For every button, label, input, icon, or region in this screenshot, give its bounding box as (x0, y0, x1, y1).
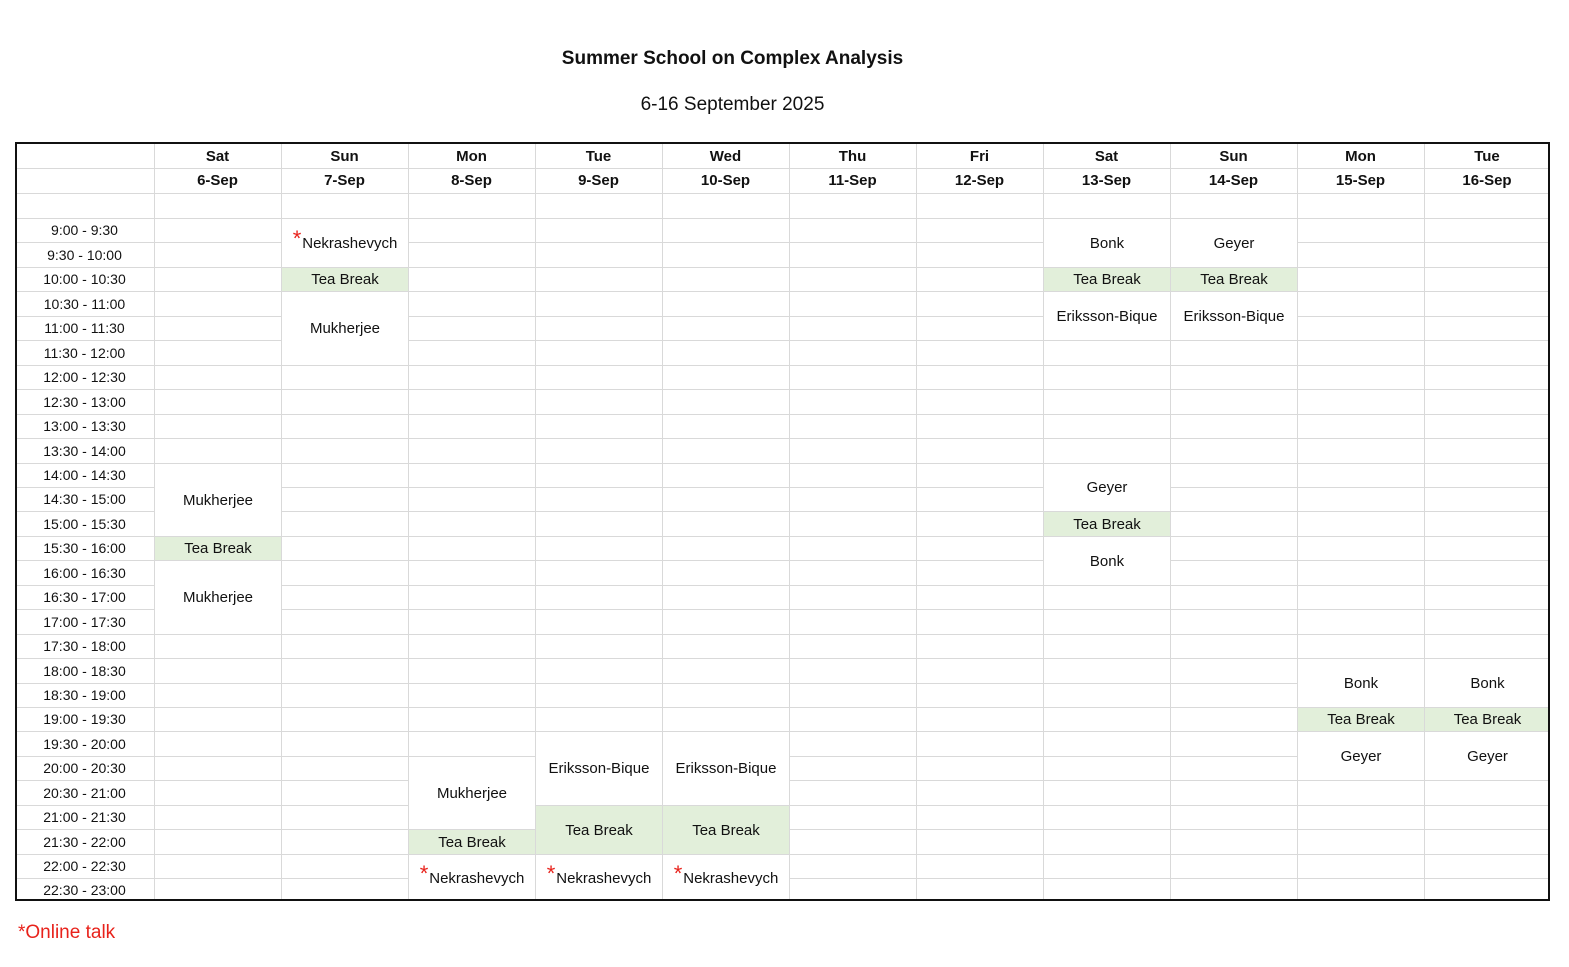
talk-cell (536, 855, 662, 901)
talk-cell (1298, 732, 1424, 780)
date-header: 15-Sep (1335, 172, 1386, 189)
speaker-name: Mukherjee (182, 491, 254, 509)
tea-break-label: Tea Break (438, 833, 506, 851)
row-gridline (15, 291, 1550, 292)
tea-break-label: Tea Break (311, 271, 379, 288)
column-gridline (916, 142, 917, 901)
time-slot-label: 11:30 - 12:00 (43, 344, 126, 361)
talk-cell (1044, 464, 1170, 511)
date-header: 14-Sep (1208, 172, 1259, 189)
speaker-name: Eriksson-Bique (675, 760, 777, 777)
row-gridline (15, 438, 1550, 439)
time-slot-label: 10:00 - 10:30 (43, 271, 126, 287)
online-asterisk-icon: * (292, 226, 302, 251)
day-of-week-header: Mon (1345, 147, 1376, 165)
talk-cell (663, 855, 789, 901)
speaker-name: Geyer (1086, 479, 1128, 496)
row-gridline (15, 218, 1550, 219)
date-header: 16-Sep (1462, 172, 1512, 189)
day-of-week-header: Tue (1474, 147, 1500, 165)
tea-break-cell (1044, 268, 1170, 291)
time-slot-label: 12:30 - 13:00 (43, 393, 126, 410)
tea-break-cell (1425, 708, 1550, 731)
speaker-name: Eriksson-Bique (1056, 307, 1158, 325)
talk-cell (1171, 292, 1297, 340)
talk-cell (282, 219, 408, 267)
day-of-week-header: Sun (1219, 147, 1248, 165)
online-asterisk-icon: * (673, 861, 683, 886)
day-of-week-header: Thu (838, 147, 867, 165)
date-header: 11-Sep (828, 172, 877, 189)
talk-cell (1044, 537, 1170, 585)
online-asterisk-icon: * (546, 861, 556, 886)
time-slot-label: 20:00 - 20:30 (43, 760, 126, 776)
tea-break-label: Tea Break (1327, 711, 1395, 728)
talk-cell (282, 292, 408, 365)
talk-cell (1425, 659, 1550, 707)
talk-cell (536, 732, 662, 805)
time-slot-label: 16:30 - 17:00 (43, 589, 126, 605)
row-gridline (15, 414, 1550, 415)
tea-break-label: Tea Break (1073, 271, 1141, 288)
talk-cell (409, 855, 535, 901)
day-of-week-header: Tue (585, 147, 612, 165)
time-slot-label: 14:30 - 15:00 (43, 491, 126, 507)
day-of-week-header: Mon (456, 147, 487, 165)
talk-cell (1171, 219, 1297, 267)
speaker-name: Bonk (1089, 234, 1125, 252)
page-title: Summer School on Complex Analysis (561, 48, 904, 69)
tea-break-cell (409, 830, 535, 854)
speaker-name: Mukherjee (436, 784, 508, 802)
speaker-name: Mukherjee (309, 320, 381, 337)
day-of-week-header: Fri (969, 147, 990, 165)
time-slot-label: 18:00 - 18:30 (43, 662, 126, 679)
time-slot-label: 19:00 - 19:30 (43, 711, 126, 727)
tea-break-cell (1044, 512, 1170, 536)
talk-cell (663, 732, 789, 805)
day-of-week-header: Sat (1094, 147, 1119, 165)
tea-break-label: Tea Break (1200, 271, 1268, 288)
time-slot-label: 12:00 - 12:30 (43, 369, 126, 385)
tea-break-cell (1298, 708, 1424, 731)
row-gridline (15, 242, 1550, 243)
talk-cell (1298, 659, 1424, 707)
time-slot-label: 21:00 - 21:30 (43, 809, 126, 825)
speaker-name: Bonk (1089, 552, 1125, 570)
tea-break-cell (155, 537, 281, 560)
time-slot-label: 19:30 - 20:00 (43, 735, 126, 752)
time-slot-label: 17:00 - 17:30 (43, 613, 126, 630)
tea-break-cell (1171, 268, 1297, 291)
time-slot-label: 18:30 - 19:00 (43, 687, 126, 703)
online-asterisk-icon: * (419, 861, 429, 886)
schedule-table (15, 142, 1550, 901)
speaker-name: Bonk (1343, 674, 1379, 692)
date-header: 12-Sep (954, 172, 1005, 189)
speaker-name: Geyer (1340, 747, 1382, 765)
speaker-name: Geyer (1213, 234, 1255, 252)
time-slot-label: 22:00 - 22:30 (43, 858, 126, 874)
speaker-name: Geyer (1467, 747, 1508, 765)
time-slot-label: 15:00 - 15:30 (43, 515, 126, 532)
time-slot-label: 15:30 - 16:00 (43, 540, 126, 556)
speaker-name: Nekrashevych (302, 234, 398, 252)
date-header: 9-Sep (578, 172, 619, 189)
day-of-week-header: Sun (330, 147, 359, 165)
row-gridline (15, 365, 1550, 366)
tea-break-label: Tea Break (184, 540, 252, 557)
time-slot-label: 14:00 - 14:30 (43, 467, 126, 483)
tea-break-cell (282, 268, 408, 291)
time-slot-label: 10:30 - 11:00 (43, 295, 126, 312)
page-subtitle: 6-16 September 2025 (640, 94, 825, 115)
tea-break-label: Tea Break (692, 821, 760, 839)
speaker-name: Nekrashevych (429, 869, 525, 887)
date-header: 6-Sep (197, 172, 238, 189)
row-gridline (15, 340, 1550, 341)
time-slot-label: 21:30 - 22:00 (43, 833, 126, 850)
tea-break-label: Tea Break (1073, 515, 1141, 533)
tea-break-label: Tea Break (1453, 711, 1522, 728)
column-gridline (789, 142, 790, 901)
row-gridline (15, 389, 1550, 390)
day-of-week-header: Wed (709, 147, 742, 165)
time-slot-label: 9:00 - 9:30 (51, 222, 118, 238)
time-slot-label: 13:30 - 14:00 (43, 442, 126, 459)
date-header: 13-Sep (1081, 172, 1132, 189)
talk-cell (1425, 732, 1550, 780)
time-slot-label: 20:30 - 21:00 (43, 784, 126, 801)
tea-break-label: Tea Break (565, 821, 633, 839)
online-talk-footnote: *Online talk (18, 922, 116, 943)
date-header: 7-Sep (324, 172, 365, 189)
talk-cell (409, 757, 535, 829)
tea-break-cell (663, 806, 789, 854)
row-gridline (15, 634, 1550, 635)
row-gridline (15, 316, 1550, 317)
date-header: 10-Sep (700, 172, 751, 189)
day-of-week-header: Sat (205, 147, 230, 165)
time-slot-label: 13:00 - 13:30 (43, 418, 126, 434)
talk-cell (155, 561, 281, 634)
speaker-name: Bonk (1470, 674, 1505, 692)
speaker-name: Nekrashevych (556, 869, 652, 887)
date-header: 8-Sep (451, 172, 492, 189)
time-slot-label: 22:30 - 23:00 (43, 881, 126, 898)
time-slot-label: 11:00 - 11:30 (44, 320, 125, 336)
time-slot-label: 16:00 - 16:30 (43, 564, 126, 581)
column-gridline (1297, 142, 1298, 901)
time-slot-label: 9:30 - 10:00 (47, 246, 122, 263)
column-gridline (1424, 142, 1425, 901)
speaker-name: Eriksson-Bique (1183, 307, 1285, 325)
row-gridline (15, 267, 1550, 268)
speaker-name: Nekrashevych (683, 869, 779, 887)
row-gridline (15, 193, 1550, 194)
talk-cell (1044, 292, 1170, 340)
talk-cell (1044, 219, 1170, 267)
speaker-name: Eriksson-Bique (548, 760, 650, 777)
talk-cell (155, 464, 281, 536)
time-slot-label: 17:30 - 18:00 (43, 638, 126, 654)
tea-break-cell (536, 806, 662, 854)
speaker-name: Mukherjee (182, 589, 254, 606)
